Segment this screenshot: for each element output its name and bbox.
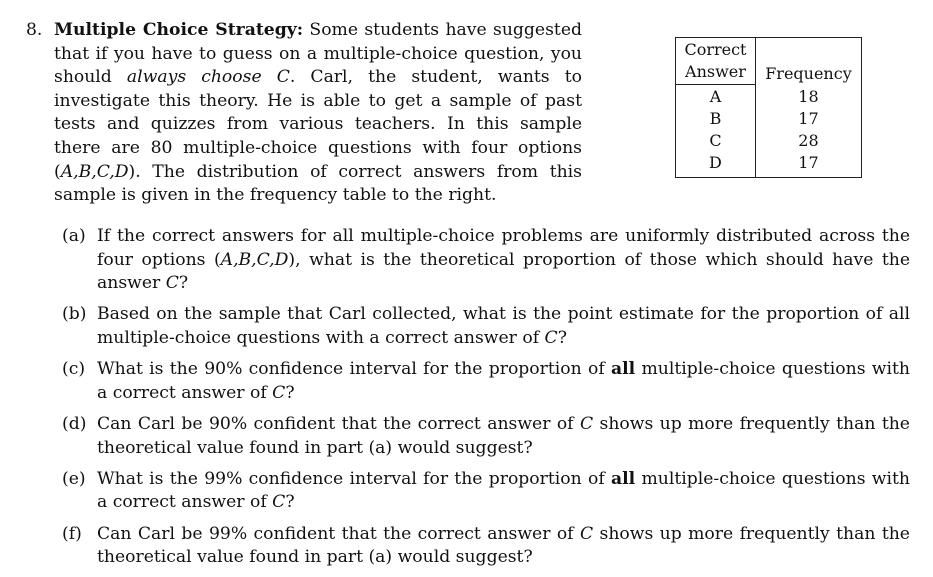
- frequency-table: [675, 37, 862, 178]
- intro-emphasis: always choose C: [126, 67, 290, 88]
- intro-text-2: . Carl, the student, wants to investigate this theory. He is able to get a sample of past tests and quizzes from various teachers. In this sample there are 80 multiple-choice questions with four options (: [54, 67, 582, 182]
- part-a-text: If the correct answers for all multiple-choice problems are uniformly distributed across the four options (: [97, 226, 910, 270]
- frequency-cell: 18: [755, 85, 861, 109]
- problem-title: Multiple Choice Strategy:: [54, 20, 304, 40]
- part-d-marker: (d): [62, 413, 87, 434]
- part-c-marker: (c): [62, 359, 86, 380]
- part-d-text: Can Carl be 90% confident that the correct answer of: [97, 413, 580, 434]
- frequency-cell: 17: [755, 152, 861, 178]
- part-e-marker: (e): [62, 468, 86, 489]
- part-e-text-3: ?: [285, 492, 295, 513]
- part-f-text-2: shows up more frequently than the theoretical value found in part (a) would suggest?: [97, 523, 910, 568]
- part-d-letter: C: [579, 413, 594, 434]
- intro-text-3: ). The distribution of correct answers from this sample is given in the frequency table to the right.: [54, 161, 582, 206]
- part-a-text-2: ), what is the theoretical proportion of those which should have the answer: [97, 249, 910, 294]
- intro-options: A,B,C,D: [60, 161, 129, 182]
- answer-cell: B: [676, 108, 756, 130]
- part-c-letter: C: [272, 382, 286, 403]
- part-f-text: Can Carl be 99% confident that the correct answer of: [97, 523, 580, 544]
- part-b-marker: (b): [62, 304, 87, 325]
- frequency-cell: 17: [755, 108, 861, 130]
- part-c-text-3: ?: [285, 382, 295, 403]
- table-row: [676, 108, 862, 130]
- part-a-text-3: ?: [178, 273, 189, 294]
- intro-text-1: Some students have suggested that if you have to guess on a multiple-choice question, you should: [54, 20, 582, 88]
- part-b-letter: C: [544, 327, 558, 348]
- answer-cell: A: [676, 85, 756, 109]
- part-c-text-2: multiple-choice questions with a correct answer of: [97, 359, 910, 403]
- problem-intro: [54, 19, 582, 208]
- part-d-text-2: shows up more frequently than the theoretical value found in part (a) would suggest?: [97, 413, 910, 458]
- table-row: [676, 85, 862, 109]
- part-e-letter: C: [272, 492, 286, 513]
- part-a: [62, 225, 910, 296]
- part-f-marker: (f): [62, 523, 82, 544]
- question-parts: [62, 225, 910, 577]
- part-c: [62, 358, 910, 405]
- part-a-marker: (a): [62, 226, 86, 246]
- part-c-bold: all: [610, 359, 636, 380]
- part-f-letter: C: [579, 523, 594, 544]
- part-c-text: What is the 90% confidence interval for the proportion of: [97, 359, 611, 380]
- part-a-options: A,B,C,D: [220, 249, 289, 270]
- frequency-cell: 28: [755, 130, 861, 152]
- answer-cell: C: [676, 130, 756, 152]
- part-e-text: What is the 99% confidence interval for the proportion of: [97, 468, 611, 489]
- part-f: [62, 523, 910, 570]
- part-d: [62, 413, 910, 460]
- header-correct: Correct: [676, 38, 756, 62]
- part-e-bold: all: [610, 468, 636, 489]
- part-b: [62, 303, 910, 350]
- part-b-text: Based on the sample that Carl collected, what is the point estimate for the proportion of all multiple-choice questions with a correct answer of: [97, 304, 910, 348]
- part-e: [62, 468, 910, 515]
- table-row: [676, 152, 862, 178]
- table-row: [676, 130, 862, 152]
- problem-number: 8.: [26, 20, 43, 40]
- answer-cell: D: [676, 152, 756, 178]
- part-e-text-2: multiple-choice questions with a correct answer of: [97, 468, 910, 513]
- header-answer: Answer: [676, 61, 756, 85]
- part-b-text-2: ?: [557, 327, 567, 348]
- header-frequency: Frequency: [755, 38, 861, 85]
- part-a-letter: C: [165, 273, 179, 294]
